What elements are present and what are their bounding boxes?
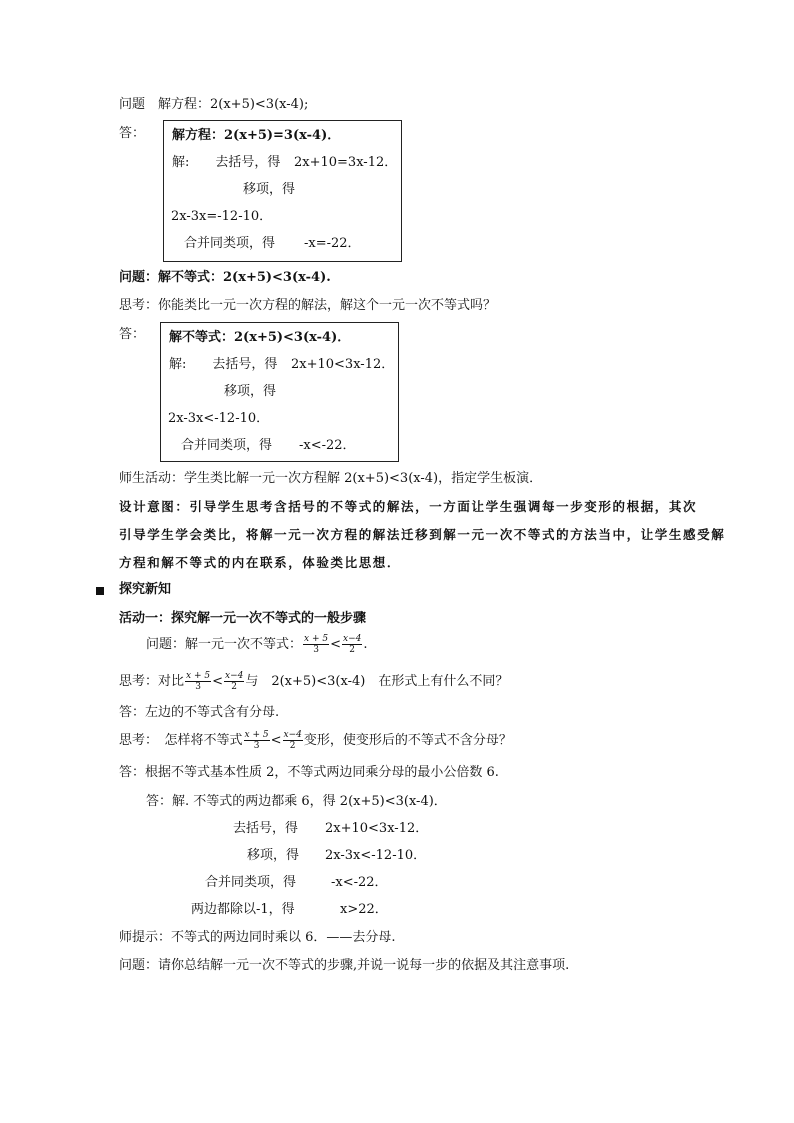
question-equation: 问题 解方程：2(x+5)<3(x-4);	[119, 97, 309, 112]
think-compare: 思考：对比 $\frac{x + 5}{3}$ < $\frac{x-4}{2}$ 与 2(x+5)<3(x-4) 在形式上有什么不同？	[119, 671, 509, 692]
box1-step1-label: 解: 去括号，得	[172, 155, 281, 170]
box2-step1-expr: 2x+10<3x-12．	[291, 357, 395, 372]
fraction-right-3: $\frac{x-4}{2}$	[283, 730, 302, 751]
equation-solution-box	[163, 120, 402, 262]
think-analogy: 思考：你能类比一元一次方程的解法，解这个一元一次不等式吗？	[119, 298, 497, 313]
solution-step2-expr: 2x-3x<-12-10．	[325, 848, 427, 863]
teacher-student-activity: 师生活动：学生类比解一元一次方程解 2(x+5)<3(x-4)，指定学生板演．	[119, 471, 543, 486]
box1-step1-expr: 2x+10=3x-12．	[294, 155, 398, 170]
box1-step4-label: 合并同类项，得	[184, 236, 276, 251]
section-heading: 探究新知	[119, 582, 172, 597]
box2-step2-label: 移项，得	[224, 384, 277, 399]
box2-step1-label: 解: 去括号，得	[169, 357, 278, 372]
box2-step3-expr: 2x-3x<-12-10．	[168, 411, 270, 426]
box2-title: 解不等式：2(x+5)<3(x-4)．	[169, 330, 351, 345]
solution-step4-expr: x>22．	[340, 902, 388, 917]
fraction-left-2: $\frac{x + 5}{3}$	[186, 671, 211, 692]
box1-step2-label: 移项，得	[243, 182, 296, 197]
fraction-right: $\frac{x-4}{2}$	[343, 634, 362, 655]
box1-title: 解方程：2(x+5)=3(x-4)．	[172, 128, 341, 143]
fraction-right-2: $\frac{x-4}{2}$	[225, 671, 244, 692]
question-fraction-inequality: 问题：解一元一次不等式： $\frac{x + 5}{3}$ < $\frac{x-4}{2}$ .	[146, 634, 368, 655]
box2-step4-label: 合并同类项，得	[181, 438, 273, 453]
design-intent-line1: 设计意图：引导学生思考含括号的不等式的解法，一方面让学生强调每一步变形的根据，其次	[119, 499, 698, 514]
fraction-left-3: $\frac{x + 5}{3}$	[244, 730, 269, 751]
solution-line0: 答：解. 不等式的两边都乘 6，得 2(x+5)<3(x-4)．	[146, 794, 447, 809]
answer-label-2: 答：	[119, 327, 146, 342]
design-intent-line3: 方程和解不等式的内在联系，体验类比思想．	[119, 555, 402, 570]
q3-label: 问题：解一元一次不等式：	[146, 637, 303, 652]
box1-step3-expr: 2x-3x=-12-10．	[171, 209, 273, 224]
box2-step4-expr: -x<-22．	[299, 438, 356, 453]
fraction-left: $\frac{x + 5}{3}$	[304, 634, 329, 655]
solution-step4-label: 两边都除以-1，得	[191, 902, 295, 917]
question-inequality: 问题：解不等式：2(x+5)<3(x-4).	[119, 270, 331, 285]
teacher-hint: 师提示：不等式的两边同时乘以 6．——去分母.	[119, 930, 396, 945]
solution-step2-label: 移项，得	[247, 848, 300, 863]
solution-step3-expr: -x<-22．	[331, 875, 388, 890]
design-intent-line2: 引导学生学会类比，将解一元一次方程的解法迁移到解一元一次不等式的方法当中，让学生感受解	[119, 527, 726, 542]
solution-step3-label: 合并同类项，得	[205, 875, 297, 890]
inequality-solution-box	[160, 322, 399, 462]
think-transform: 思考： 怎样将不等式 $\frac{x + 5}{3}$ < $\frac{x-4}{2}$ 变形，使变形后的不等式不含分母？	[119, 730, 512, 751]
solution-step1-label: 去括号，得	[233, 821, 299, 836]
answer-has-denominator: 答：左边的不等式含有分母.	[119, 705, 280, 720]
activity-one-title: 活动一：探究解一元一次不等式的一般步骤	[119, 611, 367, 626]
solution-step1-expr: 2x+10<3x-12．	[325, 821, 429, 836]
box1-step4-expr: -x=-22．	[304, 236, 361, 251]
question-summary: 问题：请你总结解一元一次不等式的步骤,并说一说每一步的依据及其注意事项.	[119, 958, 570, 973]
answer-label: 答：	[119, 126, 146, 141]
section-bullet-icon	[96, 584, 104, 600]
answer-lcm: 答：根据不等式基本性质 2，不等式两边同乘分母的最小公倍数 6.	[119, 765, 499, 780]
